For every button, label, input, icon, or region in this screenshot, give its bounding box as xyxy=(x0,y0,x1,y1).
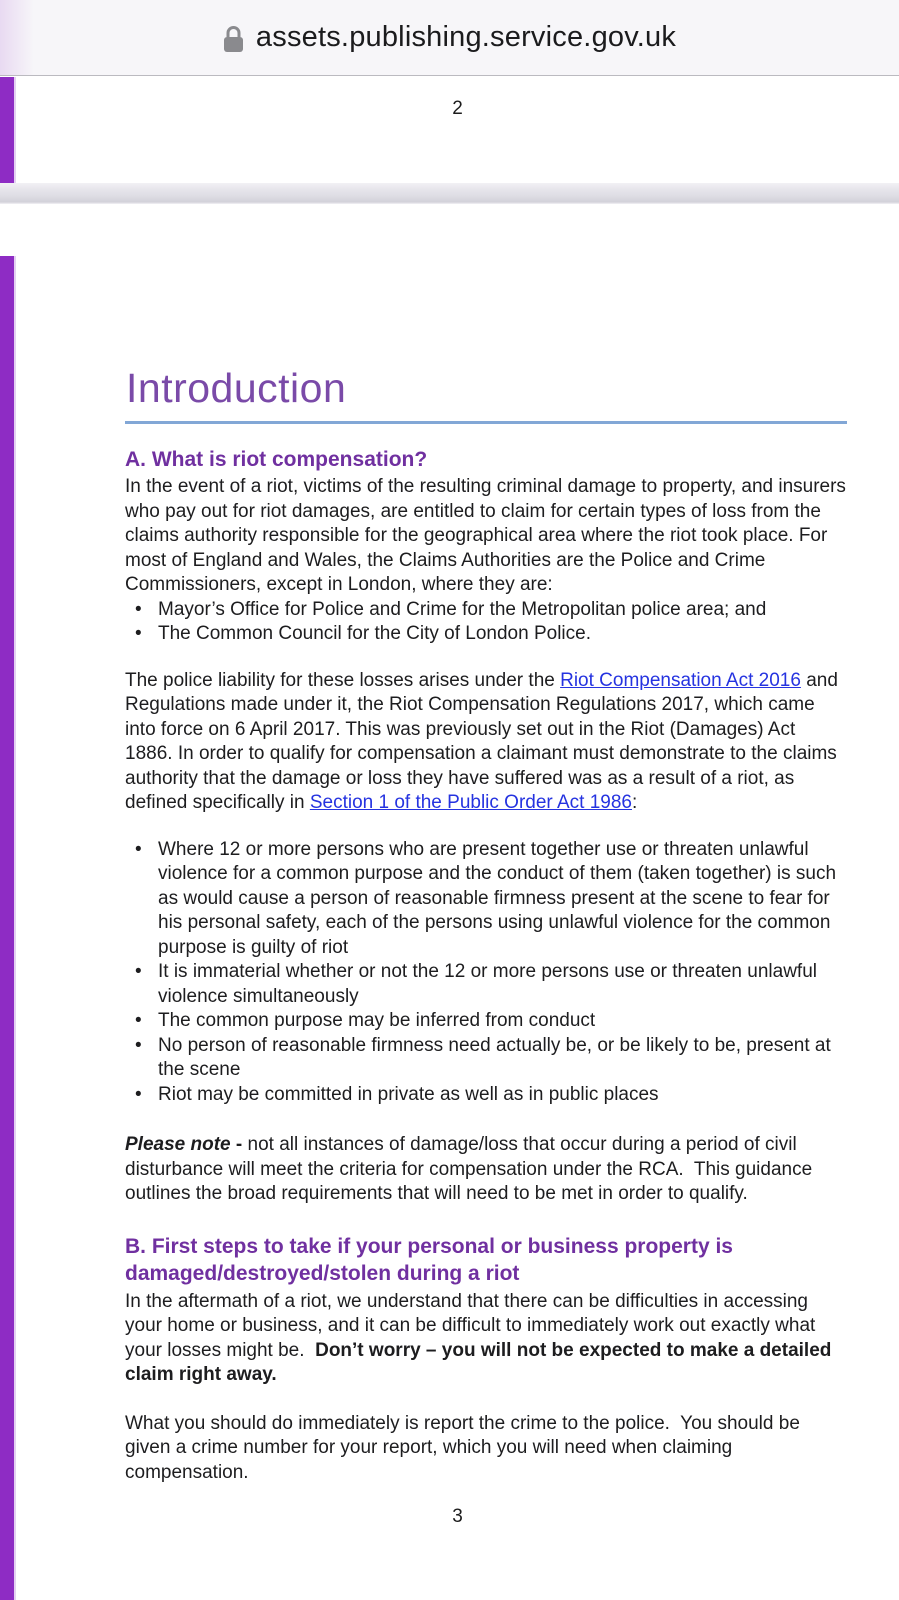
section-a-intro-paragraph: In the event of a riot, victims of the resulting criminal damage to property, and insurers who pay out for riot damages, are entitled to claim for certain types of loss from the claims authority responsible for the geographical area where the riot took place. For most of England and Wales, the Claims Authorities are the Police and Crime Commissioners, except in London, where they are: xyxy=(125,476,852,595)
list-item-text: The Common Council for the City of London Police. xyxy=(158,623,591,644)
list-item xyxy=(125,1009,847,1034)
document-content xyxy=(125,365,852,1485)
paragraph-text: not all instances of damage/loss that occur during a period of civil disturbance will meet the criteria for compensation under the RCA. This guidance outlines the broad requirements that will need to be met in order to qualify. xyxy=(125,1134,818,1204)
list-item-text: It is immaterial whether or not the 12 or more persons use or threaten unlawful violence simultaneously xyxy=(158,961,817,1007)
riot-definition-list xyxy=(125,838,847,1108)
list-item xyxy=(125,598,847,623)
page-separator xyxy=(0,183,899,204)
list-item xyxy=(125,838,847,961)
bullet-icon: • xyxy=(135,1010,142,1031)
paragraph-text: The police liability for these losses arises under the xyxy=(125,669,561,691)
bullet-icon: • xyxy=(135,623,142,644)
bullet-icon: • xyxy=(135,598,142,620)
list-item-text: Riot may be committed in private as well as in public places xyxy=(158,1083,659,1105)
pdf-viewer[interactable] xyxy=(0,77,899,1600)
bullet-icon: • xyxy=(135,1034,142,1056)
browser-address-bar[interactable] xyxy=(0,0,899,76)
paragraph-text: In the aftermath of a riot, we understand that there can be difficulties in accessing your home or business, and it can be difficult to immediately work out exactly what your losses might be. xyxy=(125,1290,821,1361)
list-item xyxy=(125,1034,847,1083)
section-a-heading: A. What is riot compensation? xyxy=(125,448,428,471)
paragraph-text: : xyxy=(631,792,638,813)
report-crime-paragraph: What you should do immediately is report the crime to the police. You should be given a crime number for your report, which you will need when claiming compensation. xyxy=(125,1412,806,1483)
police-liability-paragraph xyxy=(125,669,847,816)
page-number: 2 xyxy=(452,98,463,119)
page-accent-stripe xyxy=(0,256,16,1600)
page-accent-stripe xyxy=(0,77,16,183)
page-number: 3 xyxy=(452,1506,463,1527)
pdf-page-3 xyxy=(0,204,899,1600)
list-item-text: No person of reasonable firmness need actually be, or be likely to be, present at the scene xyxy=(158,1034,831,1080)
please-note-separator: - xyxy=(230,1134,248,1155)
list-item-text: Where 12 or more persons who are present together use or threaten unlawful violence for a common purpose and the conduct of them (taken together) is such as would cause a person of reasonable firmness present at the scene to fear for his personal safety, each of the persons using unlawful violence for the common purpose is guilty of riot xyxy=(158,838,837,958)
bullet-icon: • xyxy=(135,1083,142,1105)
list-item xyxy=(125,622,847,647)
bullet-icon: • xyxy=(135,961,142,982)
pdf-page-2 xyxy=(0,77,899,183)
claims-authority-list xyxy=(125,598,847,647)
lock-icon xyxy=(223,25,244,53)
page-title: Introduction xyxy=(126,365,347,411)
paragraph-text: and Regulations made under it, the Riot Compensation Regulations 2017, which came into force on 6 April 2017. This was previously set out in the Riot (Damages) Act 1886. In order to qualify for compensation a claimant must demonstrate to the claims authority that the damage or loss they have suffered was as a result of a riot, as defined specifically in xyxy=(125,669,844,813)
aftermath-paragraph xyxy=(125,1290,847,1388)
list-item xyxy=(125,960,847,1009)
title-underline-rule xyxy=(125,421,847,424)
url-text: assets.publishing.service.gov.uk xyxy=(255,21,677,53)
list-item-text: The common purpose may be inferred from conduct xyxy=(158,1010,596,1031)
bullet-icon: • xyxy=(135,838,142,860)
dont-worry-bold-text: Don’t worry – you will not be expected to make a detailed claim right away. xyxy=(125,1339,837,1385)
please-note-paragraph xyxy=(125,1133,847,1207)
please-note-label: Please note xyxy=(125,1134,231,1155)
section-b-heading: B. First steps to take if your personal or business property is damaged/destroyed/stolen during a riot xyxy=(125,1234,733,1285)
public-order-act-link[interactable]: Section 1 of the Public Order Act 1986 xyxy=(309,792,632,813)
list-item-text: Mayor’s Office for Police and Crime for the Metropolitan police area; and xyxy=(158,598,767,620)
list-item xyxy=(125,1083,847,1108)
riot-compensation-act-link[interactable]: Riot Compensation Act 2016 xyxy=(560,669,801,691)
